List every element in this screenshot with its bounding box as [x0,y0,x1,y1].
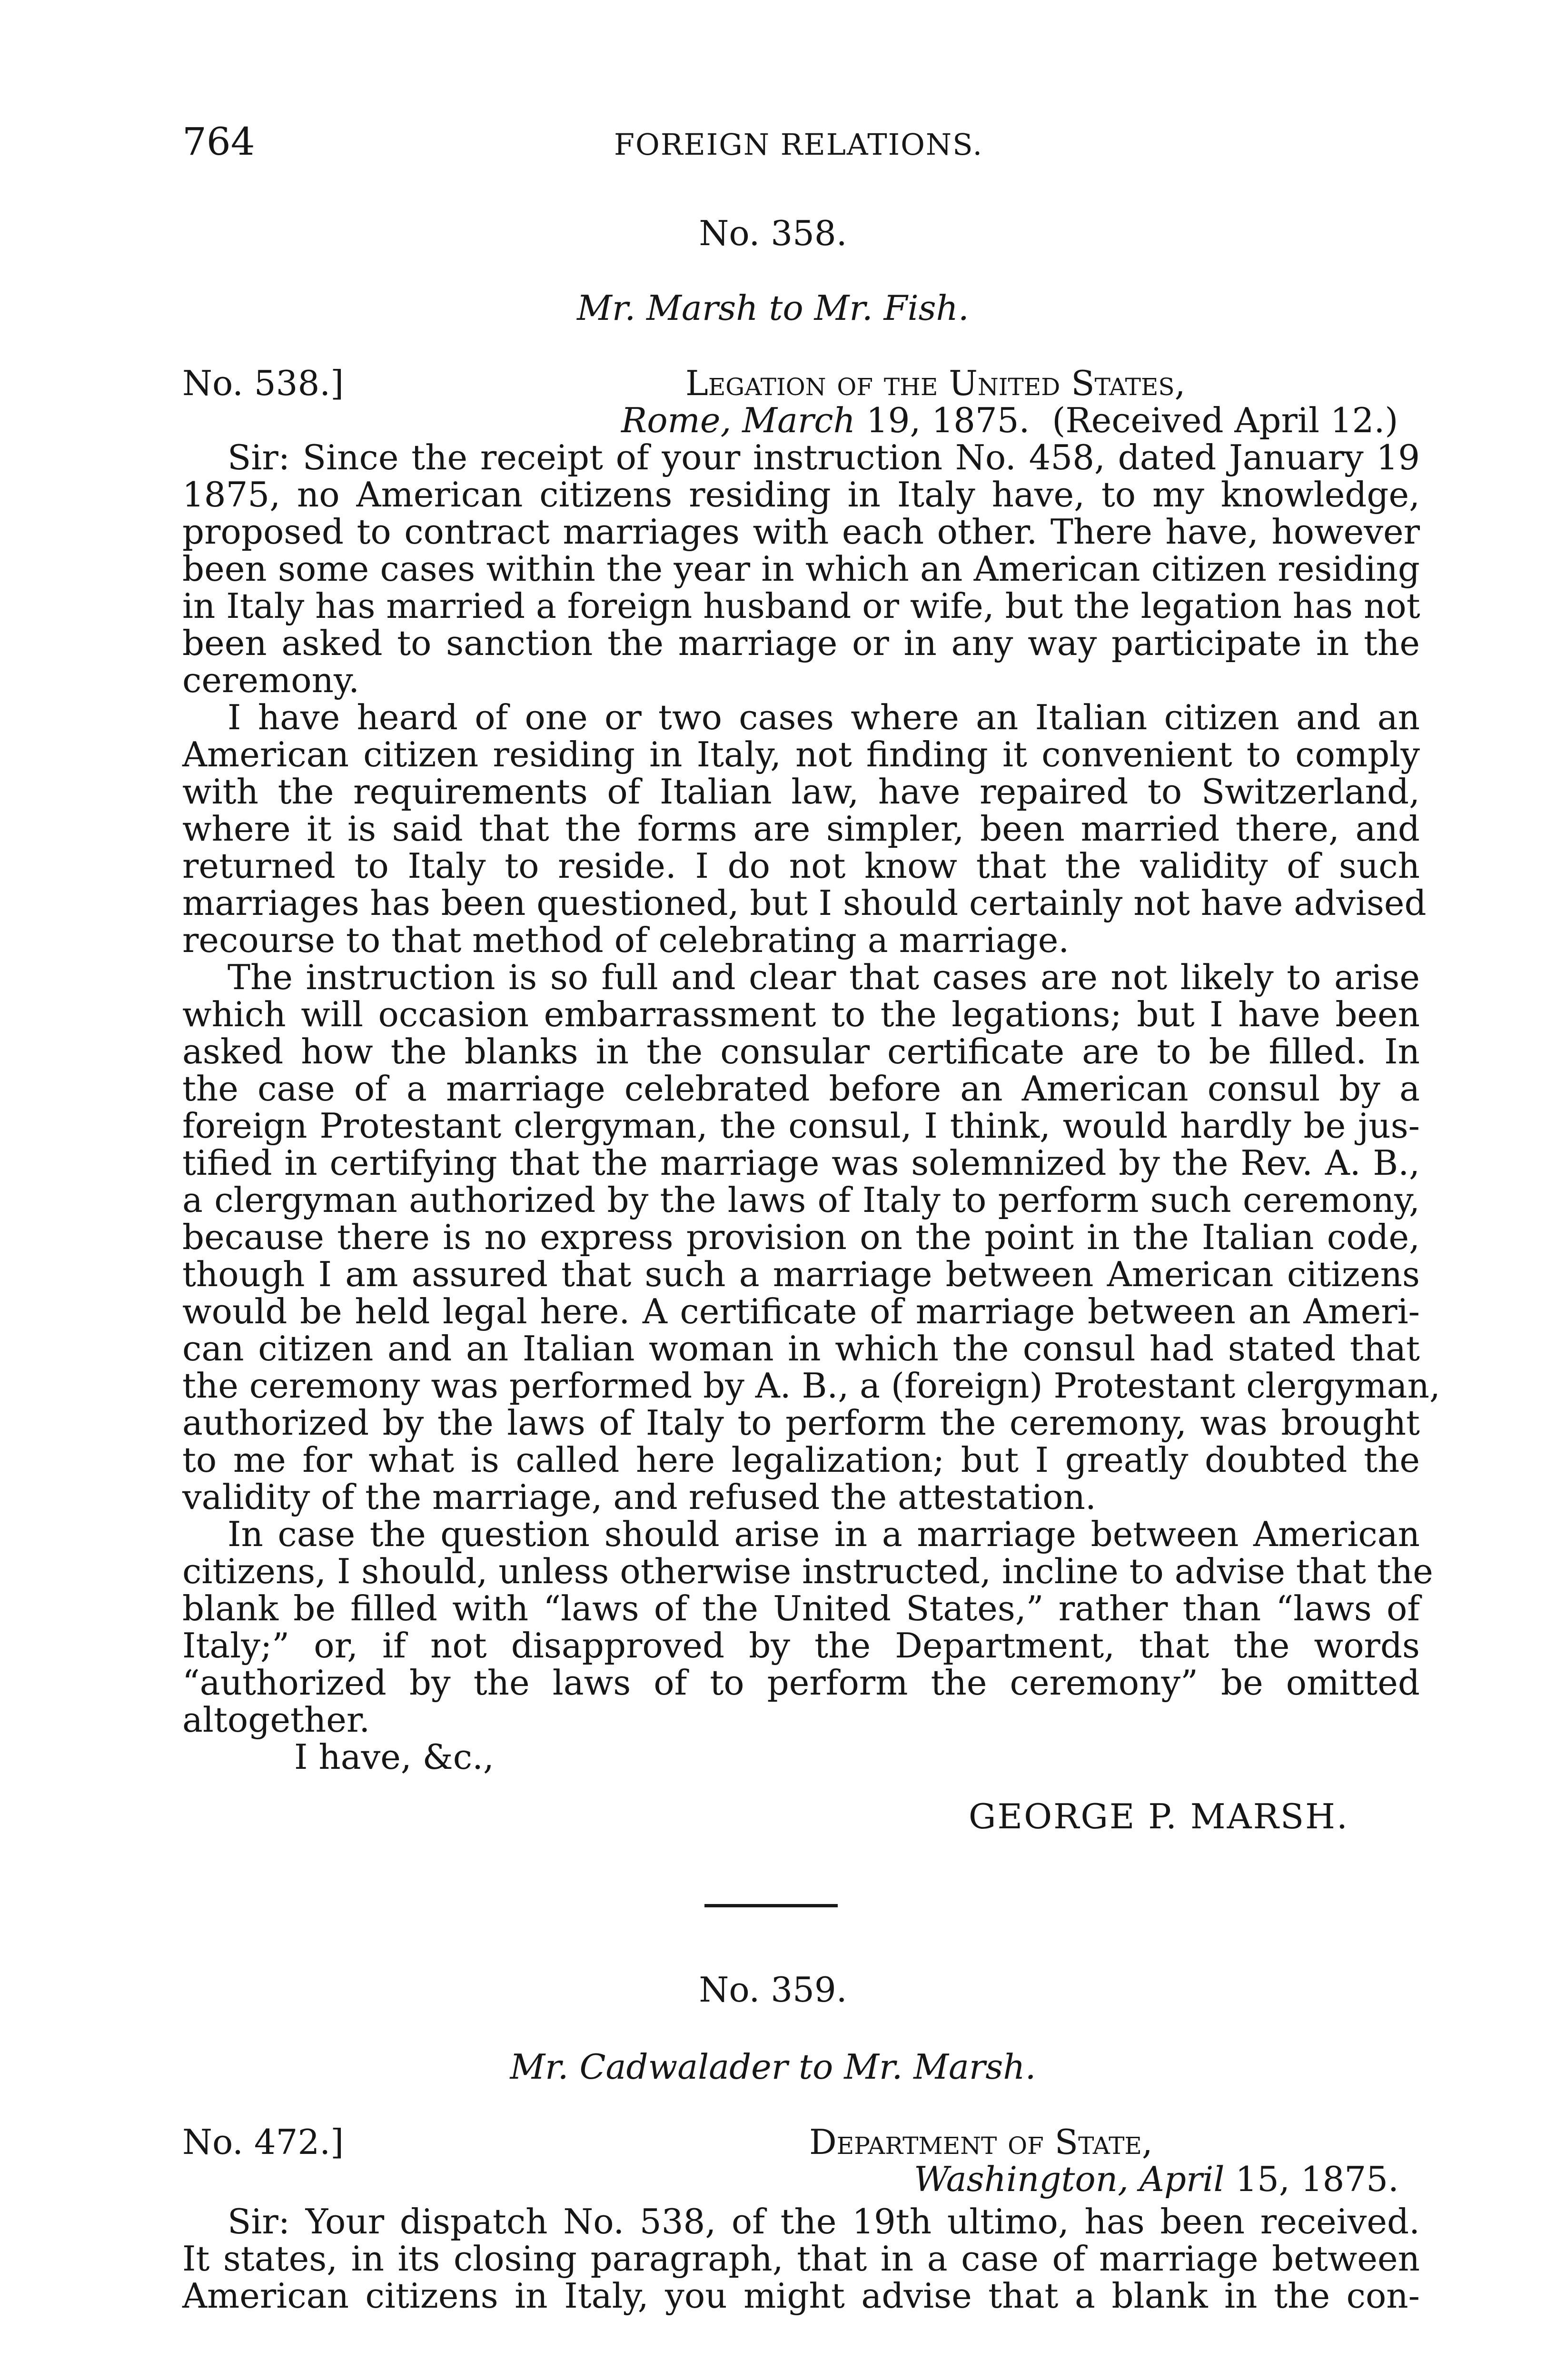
body-line: which will occasion embarrassment to the legations; but I have been [182,994,1420,1034]
body-line: American citizens in Italy, you might advise that a blank in the con- [182,2276,1420,2316]
body-line: Sir: Your dispatch No. 538, of the 19th ultimo, has been received. [228,2202,1420,2241]
body-line: been some cases within the year in which an American citizen residing [182,549,1420,589]
body-line: can citizen and an Italian woman in which the consul had stated that [182,1329,1420,1368]
body-line: to me for what is called here legalization; but I greatly doubted the [182,1440,1420,1480]
body-line: altogether. [182,1700,370,1740]
body-line: because there is no express provision on the point in the Italian code, [182,1217,1420,1257]
signature: GEORGE P. MARSH. [969,1796,1349,1836]
body-line: a clergyman authorized by the laws of Italy to perform such ceremony, [182,1180,1420,1220]
body-line: asked how the blanks in the consular certificate are to be filled. In [182,1031,1420,1071]
body-line: ceremony. [182,660,359,700]
body-line: returned to Italy to reside. I do not know that the validity of such [182,846,1420,886]
doc-358-date: 19, 1875. [866,400,1030,440]
body-line: tified in certifying that the marriage was solemnized by the Rev. A. B., [182,1143,1420,1183]
doc-359-date: 15, 1875. [1235,2159,1399,2199]
doc-358-dateline [621,401,1398,439]
running-title: FOREIGN RELATIONS. [614,127,983,162]
doc-359-ref: No. 472.] [182,2122,344,2162]
body-line: blank be filled with “laws of the United States,” rather than “laws of [182,1588,1420,1628]
body-line: with the requirements of Italian law, have repaired to Switzerland, [182,772,1420,812]
doc-358-title: Mr. Marsh to Mr. Fish. [577,288,969,328]
body-line: Italy;” or, if not disapproved by the Department, that the words [182,1626,1420,1666]
body-line: would be held legal here. A certificate of marriage between an Ameri- [182,1291,1420,1331]
body-line: It states, in its closing paragraph, that in a case of marriage between [182,2239,1420,2279]
body-line: though I am assured that such a marriage between American citizens [182,1254,1420,1294]
doc-358-month: March [742,400,855,440]
body-line: authorized by the laws of Italy to perform the ceremony, was brought [182,1403,1420,1443]
body-line: proposed to contract marriages with each other. There have, however [182,512,1420,552]
doc-358-sender: Legation of the United States, [685,363,1186,403]
doc-358-number: No. 358. [699,213,847,253]
body-line: I have heard of one or two cases where an Italian citizen and an [228,697,1420,737]
doc-359-place: Washington, [914,2159,1129,2199]
doc-359-sender: Department of State, [809,2122,1153,2162]
doc-359-title: Mr. Cadwalader to Mr. Marsh. [510,2047,1036,2087]
body-line: 1875, no American citizens residing in Italy have, to my knowledge, [182,475,1420,515]
doc-358-received: (Received April 12.) [1052,400,1398,440]
doc-358-place: Rome, [621,400,732,440]
body-line: validity of the marriage, and refused the attestation. [182,1477,1096,1517]
body-line: the ceremony was performed by A. B., a (foreign) Protestant clergyman, [182,1366,1440,1406]
body-line: where it is said that the forms are simpler, been married there, and [182,809,1420,849]
body-line: recourse to that method of celebrating a marriage. [182,920,1070,960]
body-line: the case of a marriage celebrated before an American consul by a [182,1069,1420,1109]
body-line: Sir: Since the receipt of your instruction No. 458, dated January 19 [228,437,1420,477]
doc-359-dateline [914,2160,1399,2198]
body-line: citizens, I should, unless otherwise instructed, incline to advise that the [182,1551,1433,1591]
section-divider [704,1904,838,1907]
page-number: 764 [182,119,255,164]
body-line: foreign Protestant clergyman, the consul, I think, would hardly be jus- [182,1106,1420,1146]
body-line: in Italy has married a foreign husband or wife, but the legation has not [182,586,1420,626]
body-line: In case the question should arise in a marriage between American [228,1514,1420,1554]
body-line: American citizen residing in Italy, not finding it convenient to comply [182,734,1420,774]
body-line: been asked to sanction the marriage or in any way participate in the [182,623,1420,663]
closing: I have, &c., [294,1737,494,1777]
doc-359-number: No. 359. [699,1970,847,2010]
body-line: “authorized by the laws of to perform the ceremony” be omitted [182,1663,1420,1703]
body-line: marriages has been questioned, but I should certainly not have advised [182,883,1427,923]
body-line: The instruction is so full and clear that cases are not likely to arise [228,957,1420,997]
doc-358-ref: No. 538.] [182,363,344,403]
doc-359-month: April [1139,2159,1225,2199]
